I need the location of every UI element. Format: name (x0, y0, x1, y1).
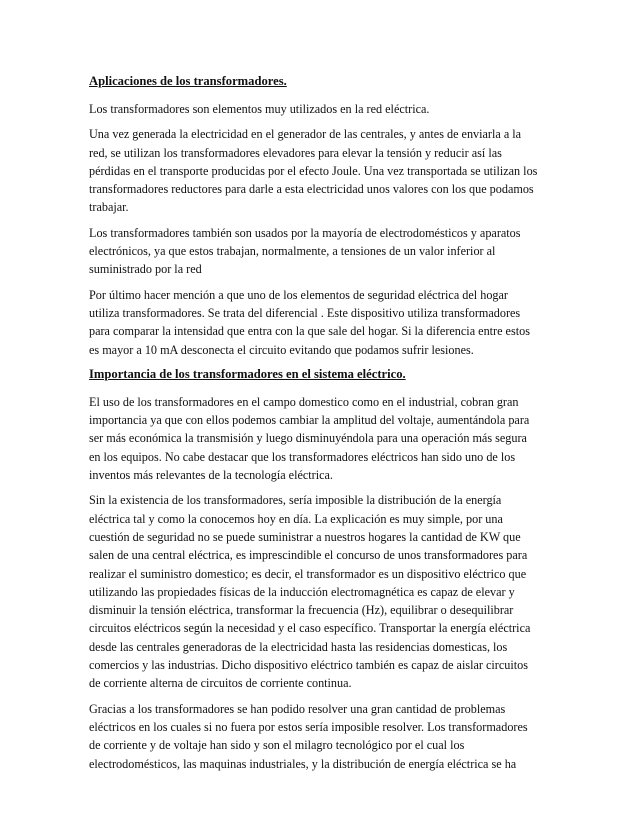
paragraph (89, 700, 549, 773)
paragraph (89, 286, 549, 359)
document-body (89, 73, 549, 780)
paragraph (89, 393, 549, 484)
text-line: Gracias a los transformadores se han podido resolver una gran cantidad de problemas (89, 701, 506, 716)
text-line: es mayor a 10 mA desconecta el circuito evitando que podamos sufrir lesiones. (89, 342, 474, 357)
text-line: suministrado por la red (89, 262, 202, 277)
text-line: utilizando las propiedades físicas de la inducción electromagnética es capaz de elevar y (89, 584, 515, 599)
text-line: disminuir la tensión eléctrica, transformar la frecuencia (Hz), equilibrar o desequilibrar (89, 603, 514, 618)
paragraph (89, 224, 549, 279)
text-line: en los equipos. No cabe destacar que los transformadores eléctricos han sido uno de los (89, 449, 516, 464)
paragraph (89, 100, 549, 118)
text-line: de corriente alterna de circuitos de corriente continua. (89, 676, 352, 691)
text-line: inventos más relevantes de la tecnología eléctrica. (89, 468, 333, 483)
text-line: importancia ya que con ellos podemos cambiar la amplitud del voltaje, aumentándola para (89, 413, 530, 428)
text-line: Los transformadores son elementos muy utilizados en la red eléctrica. (89, 102, 430, 116)
text-line: transformadores reductores para darle a esta electricidad unos valores con los que podamos (89, 182, 534, 197)
text-line: comercios y las industrias. Dicho dispositivo eléctrico también es capaz de aislar circuitos (89, 658, 528, 673)
text-line: eléctrica tal y como la conocemos hoy en día. La explicación es muy simple, por una (89, 511, 503, 526)
text-line: electrónicos, ya que estos trabajan, normalmente, a tensiones de un valor inferior al (89, 244, 496, 259)
paragraph (89, 491, 549, 692)
text-line: trabajar. (89, 200, 129, 215)
text-line: de corriente y de voltaje han sido y son el milagro tecnológico por el cual los (89, 738, 465, 753)
section-heading-aplicaciones: Aplicaciones de los transformadores. (89, 74, 287, 88)
text-line: cuestión de seguridad no se puede suministrar a nuestros hogares la cantidad de KW que (89, 529, 521, 544)
text-line: Sin la existencia de los transformadores, sería imposible la distribución de la energía (89, 493, 502, 508)
text-line: El uso de los transformadores en el campo domestico como en el industrial, cobran gran (89, 394, 519, 409)
section-heading-importancia: Importancia de los transformadores en el sistema eléctrico. (89, 366, 406, 381)
text-line: pérdidas en el transporte producidas por el efecto Joule. Una vez transportada se utilizan los (89, 163, 538, 178)
text-line: Por último hacer mención a que uno de los elementos de seguridad eléctrica del hogar (89, 287, 508, 302)
paragraph (89, 125, 549, 216)
text-line: circuitos eléctricos según la necesidad y el caso específico. Transportar la energía eléctrica (89, 621, 531, 636)
text-line: electrodomésticos, las maquinas industriales, y la distribución de energía eléctrica se ha (89, 756, 517, 771)
text-line: utiliza transformadores. Se trata del diferencial . Este dispositivo utiliza transformadores (89, 305, 521, 320)
text-line: salen de una central eléctrica, es imprescindible el concurso de unos transformadores para (89, 548, 528, 563)
text-line: Una vez generada la electricidad en el generador de las centrales, y antes de enviarla a la (89, 127, 522, 142)
text-line: red, se utilizan los transformadores elevadores para elevar la tensión y reducir así las (89, 145, 502, 160)
text-line: para comparar la intensidad que entra con la que sale del hogar. Si la diferencia entre estos (89, 324, 530, 339)
text-line: ser más económica la transmisión y luego disminuyéndola para una operación más segura (89, 431, 527, 446)
text-line: desde las centrales generadoras de la electricidad hasta las residencias domesticas, los (89, 639, 508, 654)
section-aplicaciones (89, 100, 549, 359)
section-importancia (89, 393, 549, 773)
text-line: eléctricos en los cuales si no fuera por estos sería imposible resolver. Los transformadores (89, 719, 528, 734)
text-line: Los transformadores también son usados por la mayoría de electrodomésticos y aparatos (89, 225, 521, 240)
text-line: realizar el suministro domestico; es decir, el transformador es un dispositivo eléctrico que (89, 566, 527, 581)
